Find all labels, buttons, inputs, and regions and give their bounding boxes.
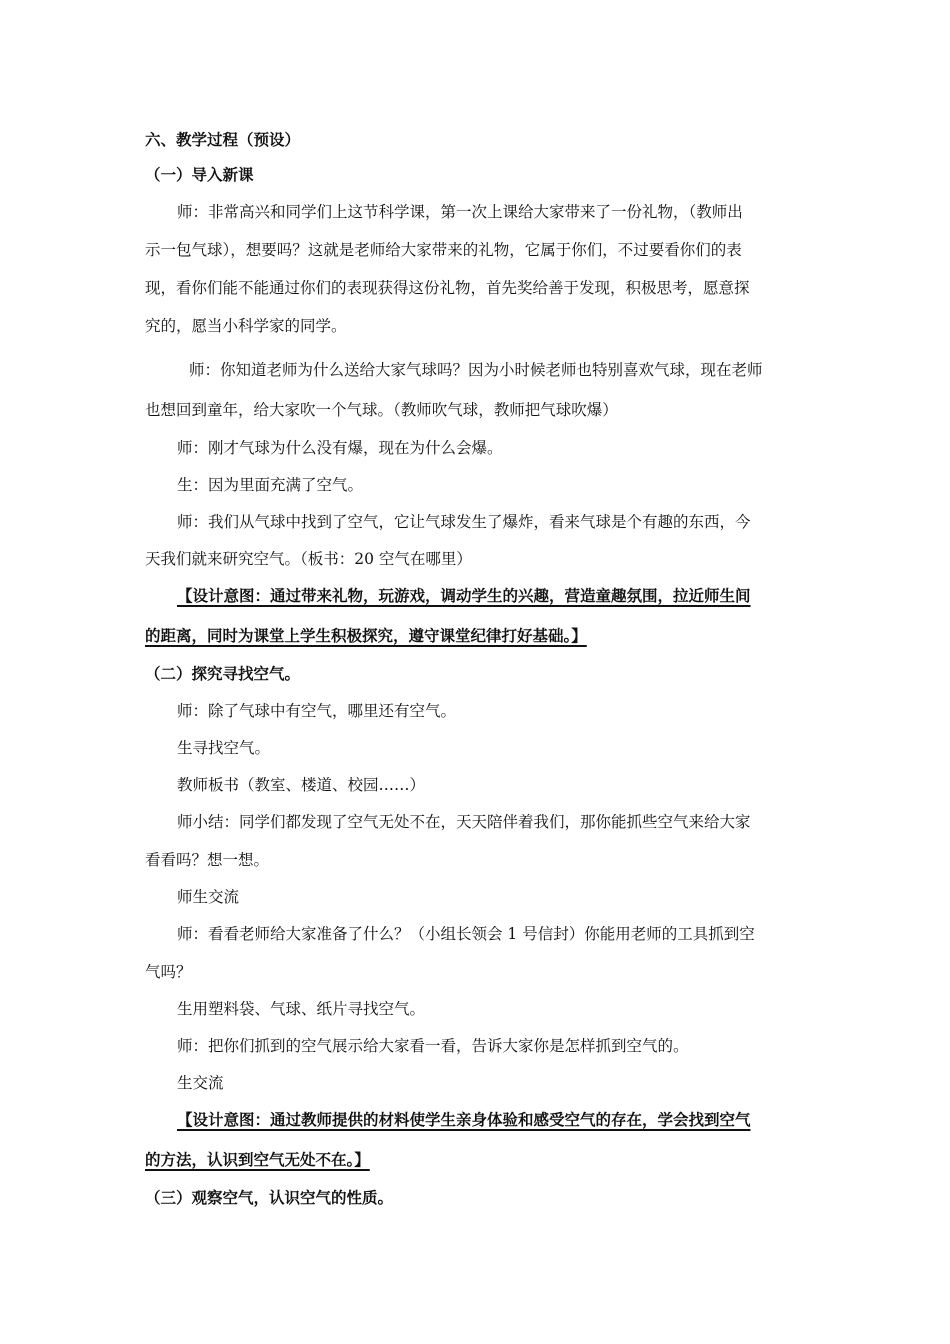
paragraph-line: 师：把你们抓到的空气展示给大家看一看，告诉大家你是怎样抓到空气的。 [177, 1037, 689, 1055]
paragraph-line: 看看吗？想一想。 [145, 851, 270, 869]
paragraph-line: 师：我们从气球中找到了空气，它让气球发生了爆炸，看来气球是个有趣的东西，今 [177, 513, 751, 531]
paragraph-line: 师生交流 [177, 888, 240, 906]
paragraph-line: 师：非常高兴和同学们上这节科学课，第一次上课给大家带来了一份礼物，（教师出 [177, 203, 743, 221]
paragraph-line: 现，看你们能不能通过你们的表现获得这份礼物，首先奖给善于发现，积极思考，愿意探 [145, 279, 750, 297]
paragraph-line: 师：看看老师给大家准备了什么？（小组长领会 1 号信封）你能用老师的工具抓到空 [177, 925, 755, 943]
paragraph-line: 生用塑料袋、气球、纸片寻找空气。 [177, 1000, 426, 1018]
section-heading: 六、教学过程（预设） [145, 130, 301, 149]
paragraph-line: 生寻找空气。 [177, 739, 271, 757]
paragraph-line: 天我们就来研究空气。（板书：20 空气在哪里） [145, 550, 472, 568]
paragraph-line: 生交流 [177, 1074, 224, 1092]
design-intent-note: 【设计意图：通过教师提供的材料使学生亲身体验和感受空气的存在，学会找到空气 [177, 1110, 751, 1129]
section3-title: （三）观察空气，认识空气的性质。 [145, 1188, 394, 1207]
paragraph-line: 示一包气球），想要吗？这就是老师给大家带来的礼物，它属于你们，不过要看你们的表 [145, 241, 742, 259]
paragraph-line: 师：刚才气球为什么没有爆，现在为什么会爆。 [177, 439, 503, 457]
paragraph-line: 究的，愿当小科学家的同学。 [145, 317, 347, 335]
paragraph-line: 气吗？ [145, 963, 192, 981]
paragraph-line: 师小结：同学们都发现了空气无处不在，天天陪伴着我们，那你能抓些空气来给大家 [177, 813, 751, 831]
paragraph-line: 生：因为里面充满了空气。 [177, 476, 364, 494]
paragraph-line: 也想回到童年，给大家吹一个气球。（教师吹气球，教师把气球吹爆） [145, 401, 618, 419]
design-intent-note: 的距离，同时为课堂上学生积极探究，遵守课堂纪律打好基础。】 [145, 626, 587, 645]
design-intent-note: 的方法，认识到空气无处不在。】 [145, 1150, 370, 1169]
section1-title: （一）导入新课 [145, 165, 254, 184]
paragraph-line: 师：你知道老师为什么送给大家气球吗？因为小时候老师也特别喜欢气球，现在老师 [189, 361, 763, 379]
section2-title: （二）探究寻找空气。 [145, 664, 301, 683]
paragraph-line: 师：除了气球中有空气，哪里还有空气。 [177, 702, 457, 720]
paragraph-line: 教师板书（教室、楼道、校园……） [177, 776, 426, 794]
design-intent-note: 【设计意图：通过带来礼物，玩游戏，调动学生的兴趣，营造童趣氛围，拉近师生间 [177, 586, 751, 605]
